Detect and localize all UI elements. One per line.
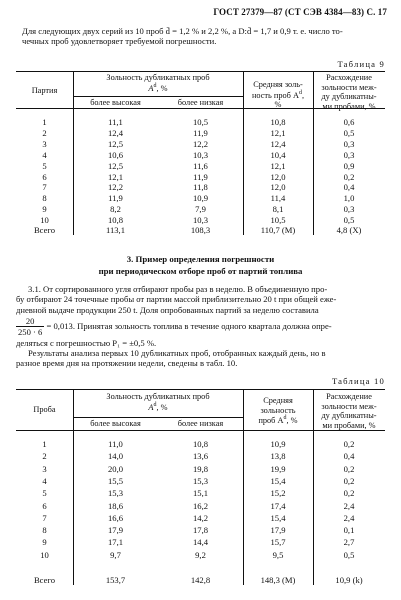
table9-cell: 8,1 bbox=[272, 204, 284, 215]
table9-cell: 10,3 bbox=[192, 215, 209, 226]
table9-cell: 1 bbox=[42, 117, 47, 127]
table9-cell: 12,1 bbox=[270, 160, 286, 171]
table10-cell: 15,5 bbox=[107, 475, 124, 486]
table9-head-high: более высокая bbox=[90, 98, 141, 107]
table10-cell: 20,0 bbox=[107, 463, 124, 474]
table10-total-cell: 10,9 (k) bbox=[335, 575, 363, 585]
table10-cell: 15,1 bbox=[192, 488, 209, 499]
table9-cell: 0,5 bbox=[343, 215, 355, 226]
table9-head-party: Партия bbox=[31, 86, 58, 95]
table9-total-cell: 4,8 (X) bbox=[336, 225, 362, 235]
table9-head-mean-l1: Средняя золь- bbox=[253, 80, 303, 89]
table9-cell: 12,5 bbox=[107, 160, 124, 171]
table10-cell: 17,1 bbox=[107, 537, 124, 548]
table9-cell: 8 bbox=[42, 193, 47, 204]
table10-cell: 11,0 bbox=[108, 439, 123, 449]
table10-cell: 9 bbox=[42, 537, 47, 548]
table10-subhead-rule bbox=[73, 417, 243, 418]
table9-head-diff-l4: ми пробами, % bbox=[322, 101, 376, 111]
table9-cell: 12,2 bbox=[192, 138, 209, 149]
table9-cell: 7,9 bbox=[195, 204, 206, 215]
table10-cell: 15,7 bbox=[270, 537, 286, 548]
table9-cell: 11,6 bbox=[193, 160, 208, 171]
table9-head-mean bbox=[243, 80, 313, 109]
table10-cell: 0,2 bbox=[343, 488, 355, 499]
table9-head-mean-l2: ность проб A bbox=[251, 90, 299, 100]
table9-cell: 12,1 bbox=[107, 171, 124, 182]
table10-cell: 2,7 bbox=[343, 537, 355, 548]
table9-cell: 10 bbox=[40, 215, 49, 226]
table10-cell: 2,4 bbox=[343, 512, 355, 523]
page-header: ГОСТ 27379—87 (СТ СЭВ 4384—83) С. 17 bbox=[213, 7, 387, 17]
section-subtitle: при периодическом отборе проб от партий топлива bbox=[98, 266, 303, 276]
table10-cell: 15,4 bbox=[270, 475, 286, 486]
table9-cell: 10,3 bbox=[192, 149, 209, 160]
table9-cell: 0,6 bbox=[343, 117, 355, 127]
table10-cell: 10,8 bbox=[192, 439, 209, 449]
table9-cell: 11,9 bbox=[108, 193, 123, 204]
table10-cell: 13,8 bbox=[270, 451, 286, 462]
table9-cell: 11,1 bbox=[108, 117, 123, 127]
table9-cell: 6 bbox=[42, 171, 47, 182]
table10-cell: 7 bbox=[42, 512, 47, 523]
fraction-line bbox=[16, 316, 385, 338]
table9-total-cell: Всего bbox=[33, 225, 56, 235]
table10-cell: 13,6 bbox=[192, 451, 209, 462]
table9-cell: 10,8 bbox=[270, 117, 286, 127]
table10-head-high: более высокая bbox=[90, 419, 141, 428]
table10-head-diff-l4: ми пробами, % bbox=[322, 420, 376, 430]
table9-cell: 4 bbox=[42, 149, 47, 160]
table9-head-low: более низкая bbox=[177, 98, 224, 107]
fraction-denominator: 250 · 6 bbox=[18, 327, 43, 338]
table10-cell: 10,9 bbox=[270, 439, 286, 449]
table10-cell: 2 bbox=[42, 451, 47, 462]
table9-cell: 11,8 bbox=[193, 182, 208, 193]
table10-head-diff-l2: зольности меж- bbox=[321, 401, 377, 411]
table9-cell: 1,0 bbox=[343, 193, 355, 204]
intro-line: Для следующих двух серий из 10 проб d̄ = 1,2 % и 2,2 %, a D:d̄ = 1,7 и 0,9 т. е. число то- bbox=[22, 26, 343, 36]
table9-head-diff-l2: зольности меж- bbox=[321, 82, 377, 92]
table10-cell: 0,1 bbox=[343, 525, 355, 536]
table10-cell: 14,2 bbox=[192, 512, 209, 523]
body-line: дневной выдаче продукции 250 t. Доля опробованных партий за неделю составила bbox=[16, 304, 319, 315]
table10-head-ash-sym: A bbox=[148, 402, 154, 412]
table9-cell: 0,3 bbox=[343, 138, 355, 149]
body-paragraph bbox=[16, 284, 385, 369]
body-line: Результаты анализа первых 10 дубликатных проб, отобранных каждый день, но в bbox=[28, 347, 326, 358]
fraction-numerator: 20 bbox=[16, 316, 44, 327]
table9-subhead-rule bbox=[73, 96, 243, 97]
table9-cell: 11,9 bbox=[193, 127, 208, 138]
table10-total-cell: 142,8 bbox=[190, 575, 211, 585]
table9-cell: 0,5 bbox=[343, 127, 355, 138]
table9-cell: 11,4 bbox=[270, 193, 286, 204]
table10-cell: 8 bbox=[42, 525, 47, 536]
table10-cell: 15,4 bbox=[270, 512, 286, 523]
table10-total-cell: 148,3 (M) bbox=[260, 575, 296, 585]
table10-head-mean-comma: , bbox=[286, 415, 289, 425]
table9-cell: 12,4 bbox=[107, 127, 124, 138]
table10-head-diff bbox=[313, 392, 385, 430]
fraction-tail: = 0,013. Принятая зольность топлива в течение одного квартала должна опре- bbox=[46, 320, 332, 331]
table10-cell: 17,4 bbox=[270, 500, 286, 511]
table10-cell: 17,9 bbox=[107, 525, 124, 536]
table10-cell: 15,3 bbox=[107, 488, 124, 499]
table9-caption: Таблица 9 bbox=[337, 59, 385, 69]
fraction bbox=[16, 316, 44, 338]
table9-cell: 10,4 bbox=[270, 149, 286, 160]
table10-cell: 0,2 bbox=[343, 475, 355, 486]
table9-head-ash-text: Зольность дубликатных проб bbox=[106, 73, 210, 82]
table9-cell: 3 bbox=[42, 138, 47, 149]
table10-cell: 17,8 bbox=[192, 525, 209, 536]
table9-cell: 12,1 bbox=[270, 127, 286, 138]
table9-head-diff bbox=[313, 73, 385, 111]
table10-head-rule bbox=[16, 430, 385, 431]
table9-head-mean-comma: , bbox=[301, 90, 305, 100]
body-line: бу отбирают 24 точечные пробы от партии массой приблизительно 20 t при общей еже- bbox=[16, 294, 337, 305]
table10-cell: 9,2 bbox=[195, 549, 206, 560]
table10-cell: 10 bbox=[40, 549, 49, 560]
table9-cell: 5 bbox=[42, 160, 47, 171]
table10-cell: 4 bbox=[42, 475, 47, 486]
table10-cell: 15,3 bbox=[192, 475, 209, 486]
table10-cell: 9,7 bbox=[110, 549, 121, 560]
table10-caption: Таблица 10 bbox=[331, 376, 385, 386]
table10-cell: 0,5 bbox=[343, 549, 355, 560]
table9-cell: 10,9 bbox=[192, 193, 209, 204]
table10-cell: 0,2 bbox=[343, 439, 355, 449]
table10-head-ash-unit: , % bbox=[156, 402, 168, 412]
table10-head-diff-l1: Расхождение bbox=[326, 392, 372, 401]
table10-cell: 18,6 bbox=[107, 500, 124, 511]
table10-cell: 19,8 bbox=[192, 463, 209, 474]
table9-cell: 12,0 bbox=[270, 171, 286, 182]
table9-head-ash-sym: A bbox=[148, 83, 154, 93]
table9-head-ash-unit: , % bbox=[156, 83, 168, 93]
table9-cell: 0,2 bbox=[343, 171, 355, 182]
table9-head-mean-l3: % bbox=[274, 99, 282, 109]
table9-total-cell: 113,1 bbox=[105, 225, 126, 235]
table10-head-ash-sup: d bbox=[153, 401, 157, 408]
table10-cell: 17,9 bbox=[270, 525, 286, 536]
table9-cell: 12,2 bbox=[107, 182, 124, 193]
table10-cell: 0,4 bbox=[343, 451, 355, 462]
table9-cell: 12,5 bbox=[107, 138, 124, 149]
table10-head-mean-sup: d bbox=[283, 415, 287, 422]
intro-line: чечных проб удовлетворяет требуемой погрешности. bbox=[22, 36, 217, 47]
table10-head-mean bbox=[243, 396, 313, 425]
table9-cell: 10,5 bbox=[270, 215, 286, 226]
table10-cell: 1 bbox=[42, 439, 47, 449]
table9-cell: 12,0 bbox=[270, 182, 286, 193]
table9-cell: 12,4 bbox=[270, 138, 286, 149]
body-line: 3.1. От сортированного угля отбирают пробы раз в неделю. В объединенную про- bbox=[28, 284, 328, 294]
table9-cell: 0,3 bbox=[343, 149, 355, 160]
table10-cell: 19,9 bbox=[270, 463, 286, 474]
table10-cell: 2,4 bbox=[343, 500, 355, 511]
table10-cell: 0,2 bbox=[343, 463, 355, 474]
table9-cell: 10,5 bbox=[192, 117, 209, 127]
table9-cell: 0,4 bbox=[343, 182, 355, 193]
table10-cell: 15,2 bbox=[270, 488, 286, 499]
table9-total-cell: 108,3 bbox=[190, 225, 211, 235]
table10-cell: 14,4 bbox=[192, 537, 209, 548]
table10-head-mean-unit: % bbox=[290, 415, 298, 425]
table10-cell: 6 bbox=[42, 500, 47, 511]
section-title: 3. Пример определения погрешности bbox=[126, 254, 275, 264]
table10-total-cell: Всего bbox=[33, 575, 56, 585]
table9-head-diff-l3: ду дубликатны- bbox=[321, 92, 377, 102]
table10-cell: 5 bbox=[42, 488, 47, 499]
table9-cell: 0,9 bbox=[343, 160, 355, 171]
table9-head-mean-sup: d bbox=[298, 89, 302, 96]
table10-cell: 14,0 bbox=[107, 451, 124, 462]
table10-head-low: более низкая bbox=[177, 419, 224, 428]
table9-cell: 2 bbox=[42, 127, 47, 138]
table10-head-party: Проба bbox=[33, 405, 56, 414]
table9-cell: 10,8 bbox=[107, 215, 124, 226]
table10-head-ash-text: Зольность дубликатных проб bbox=[106, 392, 210, 401]
table10-head-ash bbox=[73, 392, 243, 412]
table9-cell: 8,2 bbox=[110, 204, 121, 215]
table9-cell: 0,3 bbox=[343, 204, 355, 215]
table10-head-mean-l1: Средняя bbox=[263, 396, 293, 405]
table9-cell: 7 bbox=[42, 182, 47, 193]
table10-cell: 9,5 bbox=[272, 549, 284, 560]
table10-cell: 16,2 bbox=[192, 500, 209, 511]
body-line: деляться с погрешностью P₁ = ±0,5 %. bbox=[16, 337, 157, 348]
table10-head-mean-l3: проб A bbox=[258, 415, 284, 425]
table10-total-cell: 153,7 bbox=[105, 575, 126, 585]
table10-cell: 3 bbox=[42, 463, 47, 474]
table9-cell: 11,9 bbox=[193, 171, 208, 182]
table9-top-rule bbox=[16, 71, 385, 72]
table9-cell: 10,6 bbox=[107, 149, 124, 160]
table10-top-rule bbox=[16, 389, 385, 390]
body-line: разное время дня на протяжении недели, сведены в табл. 10. bbox=[16, 358, 238, 369]
intro-paragraph bbox=[16, 26, 385, 47]
table9-head-ash bbox=[73, 73, 243, 93]
table9-head-ash-sup: d bbox=[153, 82, 157, 89]
table10-head-diff-l3: ду дубликатны- bbox=[321, 411, 377, 421]
table9-total-cell: 110,7 (M) bbox=[260, 225, 296, 235]
table10-cell: 16,6 bbox=[107, 512, 124, 523]
table9-cell: 9 bbox=[42, 204, 47, 215]
table9-head-diff-l1: Расхождение bbox=[326, 73, 372, 82]
table10-head-mean-l2: зольность bbox=[260, 405, 296, 415]
